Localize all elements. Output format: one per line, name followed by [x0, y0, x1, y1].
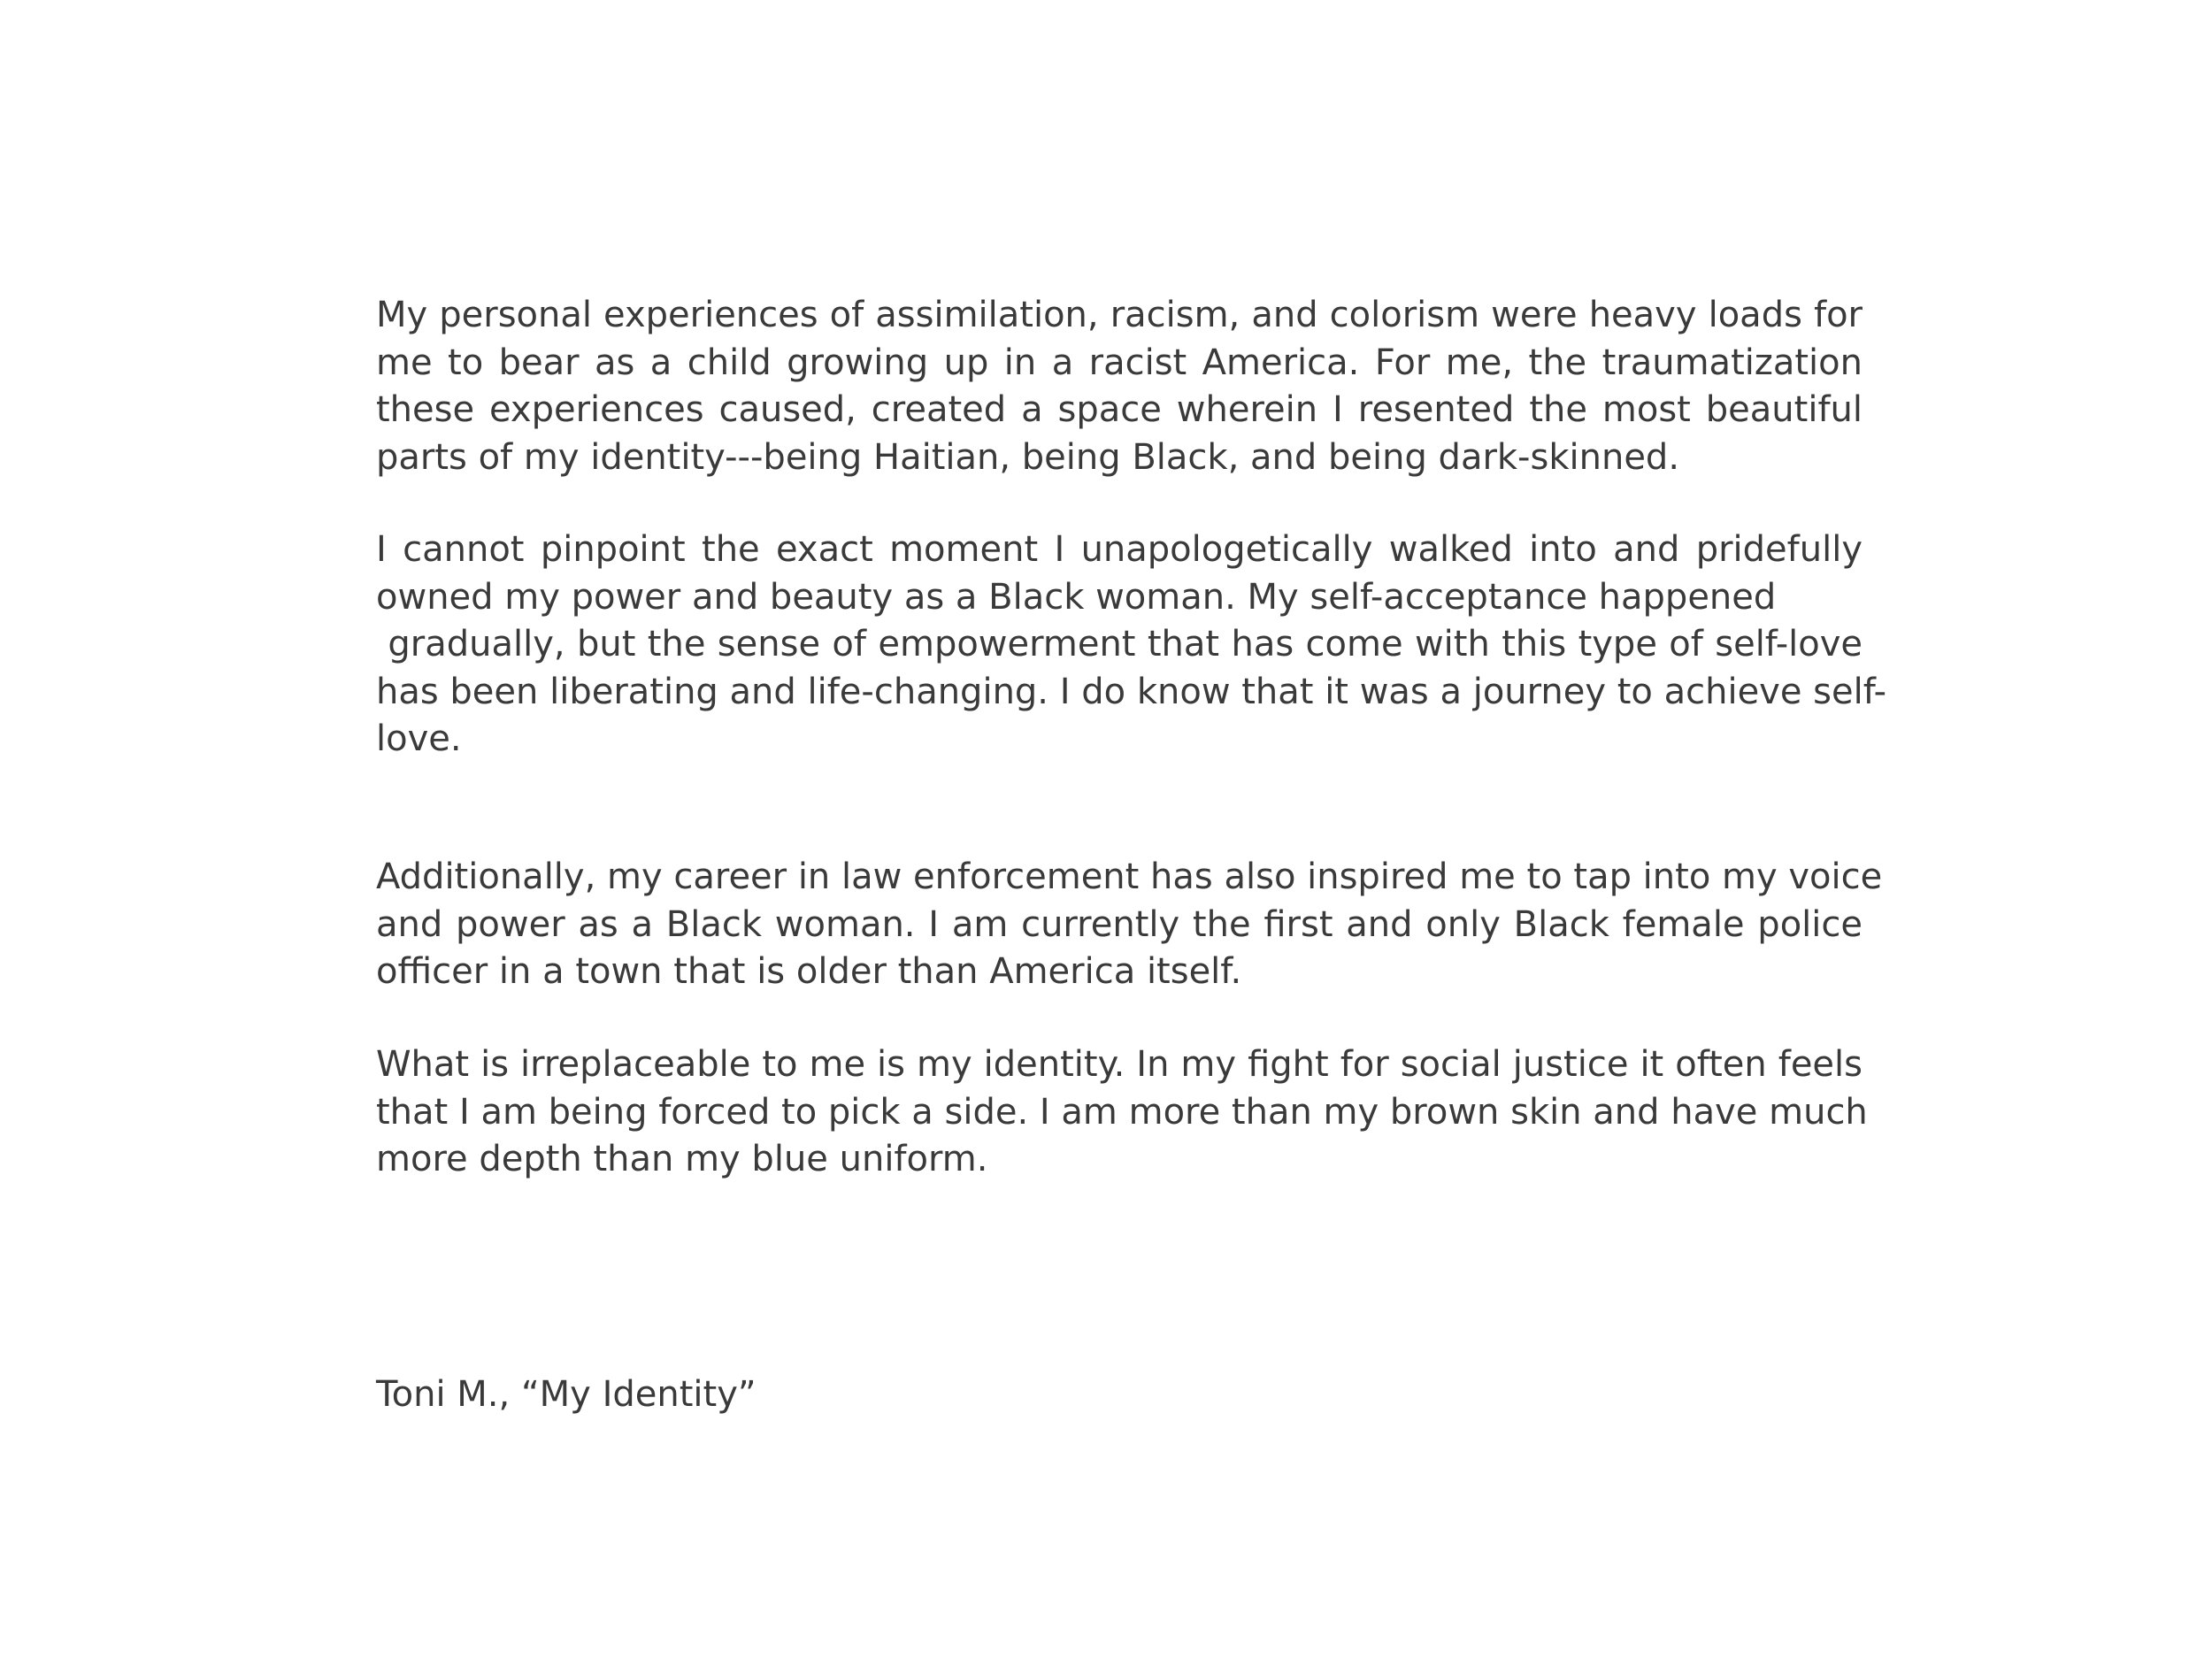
text-line: What is irreplaceable to me is my identity. In my fight for social justice it often feels — [376, 1044, 1863, 1085]
text-line: me to bear as a child growing up in a racist America. For me, the traumatization — [376, 342, 1863, 383]
text-line: these experiences caused, created a space wherein I resented the most beautiful — [376, 389, 1863, 430]
paragraph-assimilation — [376, 292, 1863, 481]
paragraph-identity — [376, 1041, 1868, 1184]
text-line: has been liberating and life-changing. I do know that it was a journey to achieve self- — [376, 671, 1887, 712]
paragraph-self-acceptance — [376, 526, 1887, 764]
text-line: that I am being forced to pick a side. I am more than my brown skin and have much — [376, 1091, 1868, 1133]
text-line: My personal experiences of assimilation, racism, and colorism were heavy loads for — [376, 295, 1863, 335]
text-line: officer in a town that is older than America itself. — [376, 951, 1242, 992]
text-line: owned my power and beauty as a Black woman. My self-acceptance happened — [376, 576, 1777, 618]
text-line: gradually, but the sense of empowerment that has come with this type of self-love — [376, 624, 1863, 664]
text-line: and power as a Black woman. I am currently the first and only Black female police — [376, 903, 1863, 945]
signature: Toni M., “My Identity” — [376, 1374, 757, 1415]
text-line: more depth than my blue uniform. — [376, 1139, 988, 1179]
text-line: love. — [376, 718, 462, 759]
paragraph-career — [376, 854, 1883, 996]
text-line: I cannot pinpoint the exact moment I unapologetically walked into and pridefully — [376, 529, 1863, 570]
text-line: Additionally, my career in law enforcement has also inspired me to tap into my voice — [376, 856, 1883, 897]
text-line: parts of my identity---being Haitian, being Black, and being dark-skinned. — [376, 436, 1680, 478]
